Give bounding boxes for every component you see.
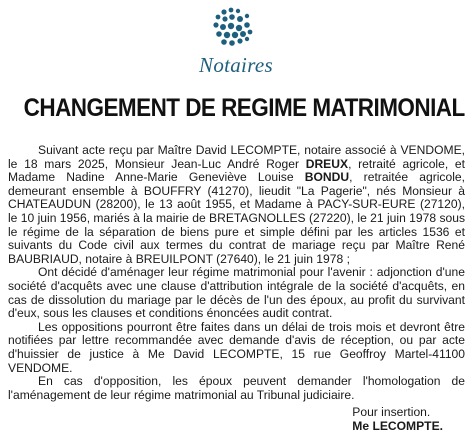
notice-body bbox=[8, 144, 465, 402]
notaires-emblem-icon bbox=[204, 6, 268, 52]
signature-line-1: Pour insertion. bbox=[352, 405, 431, 419]
paragraph-2: Ont décidé d'aménager leur régime matrimonial pour l'avenir : adjonction d'une société d'acquêts avec une clause d'attribution intégrale de la société d'acquêts, en cas de dissolution du mariage par le décès de l'un des époux, au profit du survivant d'eux, sous les clauses et conditions énoncées audit contrat. bbox=[8, 265, 465, 321]
signature-name: Me LECOMPTE. bbox=[352, 418, 443, 433]
paragraph-4: En cas d'opposition, les époux peuvent demander l'homologation de l'aménagement de leur régime matrimonial au Tribunal judiciaire. bbox=[8, 374, 465, 402]
p1-name-bondu: BONDU bbox=[304, 170, 350, 185]
p1-text-2: , retraité agricole, et Madame Nadine Anne-Marie Geneviève Louise bbox=[8, 156, 465, 185]
notaires-logo bbox=[186, 6, 286, 76]
paragraph-3: Les oppositions pourront être faites dans un délai de trois mois et devront être notifiées par lettre recommandée avec demande d'avis de réception, ou par acte d'huissier de justice à Me David LECOMPTE, 15 rue Geoffroy Martel-41100 VENDOME. bbox=[8, 319, 465, 375]
signature-block bbox=[352, 406, 443, 433]
page-title: CHANGEMENT DE REGIME MATRIMONIAL bbox=[23, 94, 465, 122]
p1-text-3: , retraitée agricole, demeurant ensemble à BOUFFRY (41270), lieudit "La Pagerie", nés Monsieur à CHATEAUDUN (28200), le 13 août 1955, et Madame à PACY-SUR-EURE (27120), le 10 juin 1956, mariés à la mairie de BRETAGNOLLES (27220), le 21 juin 1978 sous le régime de la séparation de biens pure et simple défini par les articles 1536 et suivants du Code civil aux termes du contrat de mariage reçu par Maître René BAUBRIAUD, notaire à BREUILPONT (27640), le 21 juin 1978 ; bbox=[8, 170, 465, 266]
p1-name-dreux: DREUX bbox=[305, 156, 349, 171]
logo-wordmark: Notaires bbox=[199, 53, 273, 77]
p1-text-1: Suivant acte reçu par Maître David LECOMPTE, notaire associé à VENDOME, le 18 mars 2025, Monsieur Jean-Luc André Roger bbox=[8, 143, 465, 171]
paragraph-1 bbox=[8, 144, 465, 266]
